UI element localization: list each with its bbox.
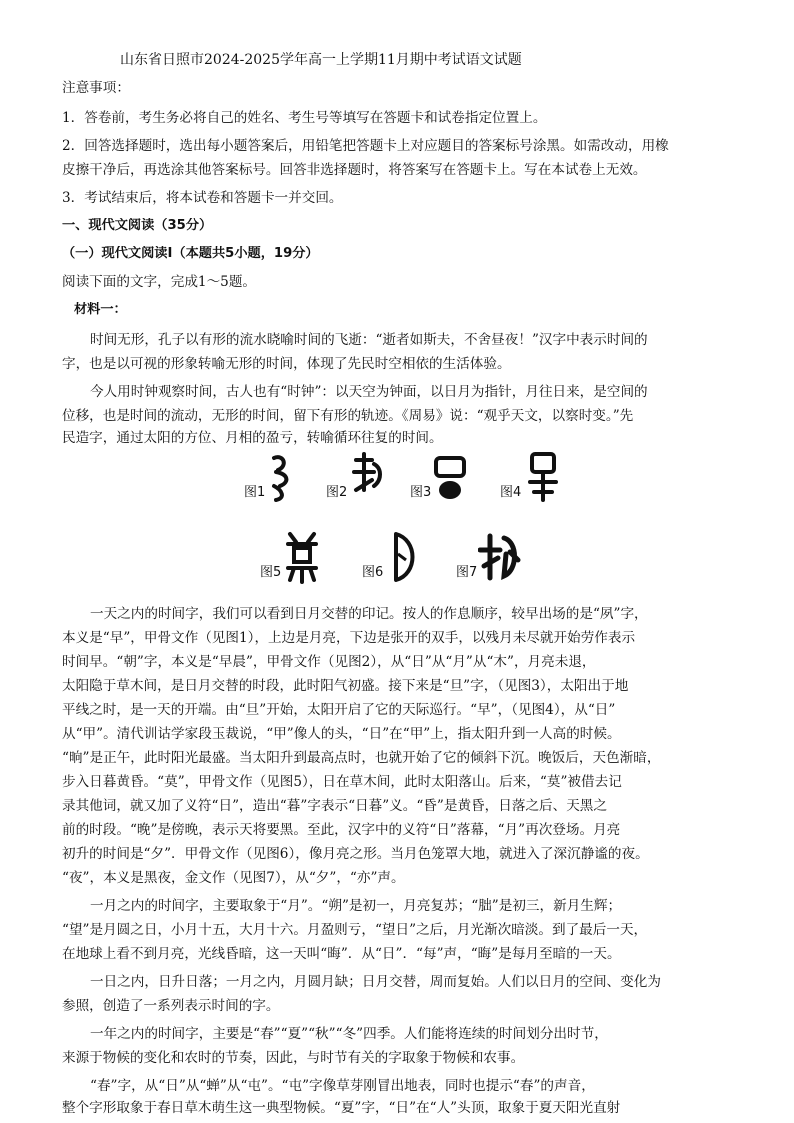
- paragraph-line: 一年之内的时间字，主要是“春”“夏”“秋”“冬”四季。人们能将连续的时间划分出时节，: [90, 1026, 608, 1042]
- paragraph-line: “夜”，本义是黑夜，金文作（见图7），从“夕”，“亦”声。: [62, 870, 405, 886]
- figure-2: [326, 448, 386, 508]
- notice-line: 1．答卷前，考生务必将自己的姓名、考生号等填写在答题卡和试卷指定位置上。: [62, 110, 547, 126]
- paragraph-line: 初升的时间是“夕”．甲骨文作（见图6），像月亮之形。当月色笼罩大地，就进入了深沉静谧的夜。: [62, 846, 649, 862]
- paragraph-line: 位移，也是时间的流动，无形的时间，留下有形的轨迹。《周易》说：“观乎天文，以察时变。”先: [62, 408, 634, 424]
- paragraph-line: 录其他词，就又加了义符“日”，造出“暮”字表示“日暮”义。“昏”是黄昏，日落之后、天黑之: [62, 798, 607, 814]
- paragraph-line: 时间无形，孔子以有形的流水晓喻时间的飞逝：“逝者如斯夫，不舍昼夜！”汉字中表示时间的: [90, 332, 648, 348]
- paragraph-line: 太阳隐于草木间，是日月交替的时段，此时阳气初盛。接下来是“旦”字，（见图3），太阳出于地: [62, 678, 629, 694]
- paragraph-line: 前的时段。“晚”是傍晚，表示天将要黑。至此，汉字中的义符“日”落幕，“月”再次登场。月亮: [62, 822, 621, 838]
- figure-7: [456, 528, 516, 588]
- paragraph-line: “春”字，从“日”从“蝉”从“屯”。“屯”字像草芽刚冒出地表，同时也提示“春”的声音，: [90, 1078, 595, 1094]
- paragraph-line: 民造字，通过太阳的方位、月相的盈亏，转喻循环往复的时间。: [62, 430, 443, 446]
- figure-label: 图2: [326, 481, 347, 500]
- paragraph-line: 一日之内，日升日落；一月之内，月圆月缺；日月交替，周而复始。人们以日月的空间、变化为: [90, 974, 661, 990]
- paragraph-line: 一月之内的时间字，主要取象于“月”。“朔”是初一，月亮复苏；“朏”是初三，新月生辉；: [90, 898, 622, 914]
- paragraph-line: 平线之时，是一天的开端。由“旦”开始，太阳开启了它的天际巡行。“早”，（见图4），从“日”: [62, 702, 616, 718]
- paragraph-line: 今人用时钟观察时间，古人也有“时钟”：以天空为钟面，以日月为指针，月往日来，是空间的: [90, 384, 648, 400]
- subsection-heading: （一）现代文阅读Ⅰ（本题共5小题，19分）: [62, 246, 319, 261]
- figure-label: 图3: [410, 481, 431, 500]
- paragraph-line: 来源于物候的变化和农时的节奏，因此，与时节有关的字取象于物候和农事。: [62, 1050, 525, 1066]
- page-title: 山东省日照市2024-2025学年高一上学期11月期中考试语文试题: [120, 52, 522, 68]
- figure-label: 图7: [456, 561, 477, 580]
- figure-1: [244, 448, 304, 508]
- figure-label: 图4: [500, 481, 521, 500]
- paragraph-line: 整个字形取象于春日草木萌生这一典型物候。“夏”字，“日”在“人”头顶，取象于夏天阳光直射: [62, 1100, 621, 1116]
- notice-heading: 注意事项：: [62, 80, 130, 96]
- glyph-3-icon: [430, 454, 470, 504]
- figure-label: 图6: [362, 561, 383, 580]
- paragraph-line: 从“甲”。清代训诂学家段玉裁说，“甲”像人的头，“日”在“甲”上，指太阳升到一人高的时候。: [62, 726, 621, 742]
- notice-line: 3．考试结束后，将本试卷和答题卡一并交回。: [62, 190, 343, 206]
- glyph-7-icon: [478, 530, 522, 584]
- glyph-4-icon: [526, 450, 560, 504]
- paragraph-line: 参照，创造了一系列表示时间的字。: [62, 998, 280, 1014]
- figure-3: [410, 448, 470, 508]
- glyph-2-icon: [350, 450, 384, 502]
- glyph-1-icon: [266, 452, 296, 504]
- paragraph-line: 步入日暮黄昏。“莫”，甲骨文作（见图5），日在草木间，此时太阳落山。后来，“莫”被借去记: [62, 774, 622, 790]
- oracle-bone-figures: [230, 448, 570, 590]
- paragraph-line: 一天之内的时间字，我们可以看到日月交替的印记。按人的作息顺序，较早出场的是“夙”字，: [90, 606, 648, 622]
- section-heading: 一、现代文阅读（35分）: [62, 218, 213, 233]
- paragraph-line: 在地球上看不到月亮，光线昏暗，这一天叫“晦”．从“日”．“每”声，“晦”是每月至暗的一天。: [62, 946, 621, 962]
- figure-label: 图5: [260, 561, 281, 580]
- instruction: 阅读下面的文字，完成1～5题。: [62, 274, 257, 290]
- material-label: 材料一：: [74, 302, 127, 317]
- figure-label: 图1: [244, 481, 265, 500]
- figure-6: [362, 528, 422, 588]
- paragraph-line: 时间早。“朝”字，本义是“早晨”，甲骨文作（见图2），从“日”从“月”从“木”，月亮未退，: [62, 654, 596, 670]
- paragraph-line: “晌”是正午，此时阳光最盛。当太阳升到最高点时，也就开始了它的倾斜下沉。晚饭后，天色渐暗，: [62, 750, 661, 766]
- notice-line: 皮擦干净后，再选涂其他答案标号。回答非选择题时，将答案写在答题卡上。写在本试卷上无效。: [62, 162, 647, 178]
- paragraph-line: “望”是月圆之日，小月十五，大月十六。月盈则亏，“望日”之后，月光渐次暗淡。到了最后一天，: [62, 922, 648, 938]
- notice-line: 2．回答选择题时，选出每小题答案后，用铅笔把答题卡上对应题目的答案标号涂黑。如需改动，用橡: [62, 138, 669, 154]
- paragraph-line: 本义是“早”，甲骨文作（见图1），上边是月亮，下边是张开的双手，以残月未尽就开始劳作表示: [62, 630, 636, 646]
- paragraph-line: 字，也是以可视的形象转喻无形的时间，体现了先民时空相依的生活体验。: [62, 356, 511, 372]
- glyph-6-icon: [388, 530, 418, 584]
- figure-4: [500, 448, 560, 508]
- figure-5: [260, 528, 320, 588]
- glyph-5-icon: [284, 530, 320, 584]
